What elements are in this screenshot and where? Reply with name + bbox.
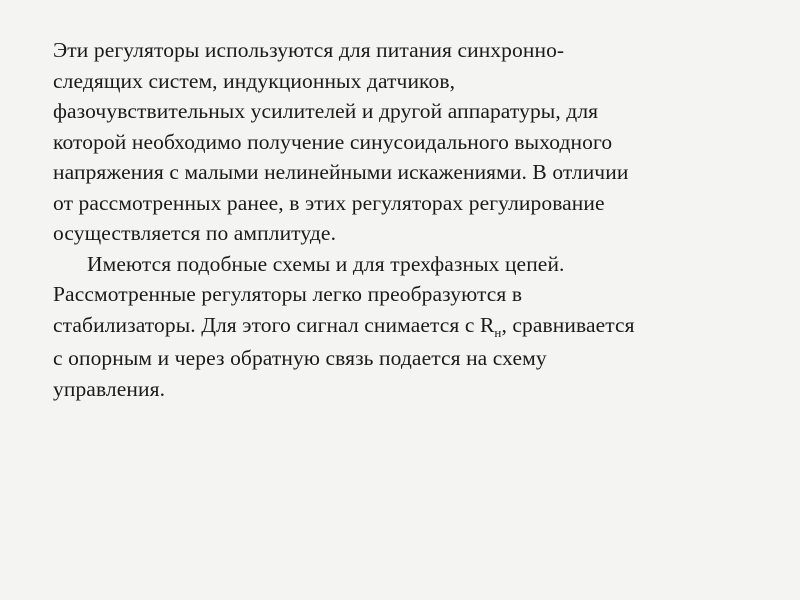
text-line: напряжения с малыми нелинейными искажениями. В отличии	[53, 160, 629, 184]
slide-body-text	[53, 35, 778, 404]
text-line: которой необходимо получение синусоидального выходного	[53, 129, 613, 154]
text-line: Рассмотренные регуляторы легко преобразуются в	[53, 282, 523, 306]
paragraph-2	[53, 249, 778, 405]
text-line: Эти регуляторы используются для питания синхронно-	[53, 38, 565, 62]
text-line: фазочувствительных усилителей и другой аппаратуры, для	[53, 99, 599, 123]
text-line: от рассмотренных ранее, в этих регуляторах регулирование	[53, 190, 605, 215]
subscript-n: н	[494, 324, 502, 340]
text-segment: , сравнивается	[501, 312, 635, 337]
text-segment: стабилизаторы. Для этого сигнал снимается с R	[53, 312, 495, 337]
text-line: управления.	[53, 376, 166, 401]
text-line: с опорным и через обратную связь подается на схему	[53, 346, 547, 370]
paragraph-1	[53, 35, 778, 249]
text-line: осуществляется по амплитуде.	[53, 221, 337, 245]
text-line: Имеются подобные схемы и для трехфазных цепей.	[87, 251, 565, 276]
text-line: следящих систем, индукционных датчиков,	[53, 68, 456, 93]
text-line-with-subscript	[53, 310, 778, 344]
